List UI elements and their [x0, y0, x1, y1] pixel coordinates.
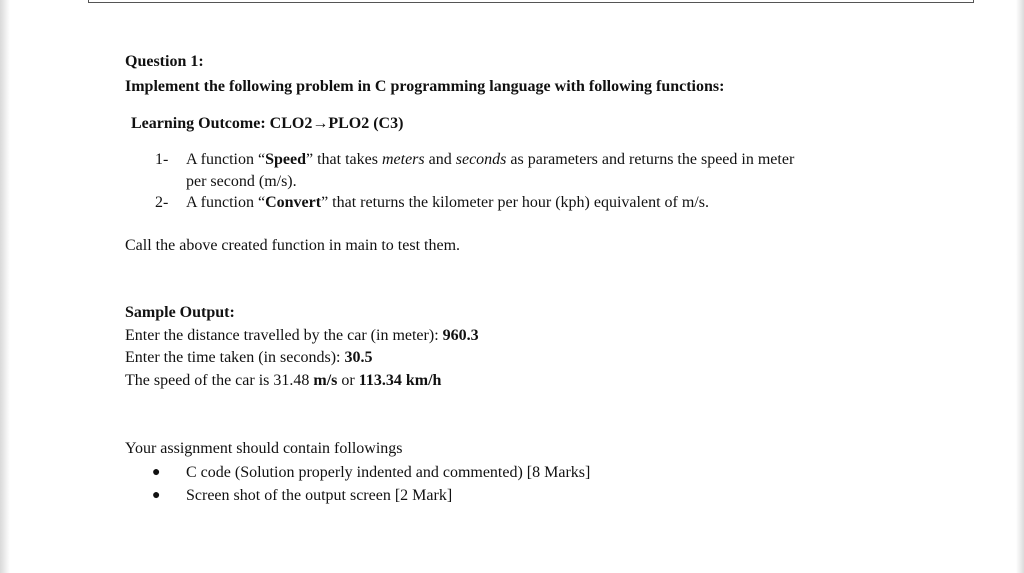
sample-line-speed-unit: m/s: [313, 372, 338, 389]
top-table-border: [88, 0, 974, 3]
task-1-continuation: per second (m/s).: [186, 173, 297, 190]
sample-line-time-value: 30.5: [344, 349, 373, 366]
sample-line-time-text: Enter the time taken (in seconds):: [125, 349, 345, 366]
task-1-prefix: A function “: [186, 151, 266, 168]
page-edge-shadow-right: [1016, 0, 1024, 573]
page-edge-shadow-left: [0, 0, 10, 573]
assignment-item-screenshot: Screen shot of the output screen [2 Mark]: [186, 487, 453, 504]
sample-line-speed: [125, 371, 441, 391]
assignment-intro: Your assignment should contain followings: [125, 440, 403, 457]
learning-outcome: Learning Outcome: CLO2→PLO2 (C3): [131, 115, 404, 132]
sample-line-speed-text: The speed of the car is 31.48: [125, 372, 314, 389]
sample-line-distance: [125, 326, 479, 346]
task-1-suffix: as parameters and returns the speed in meter: [506, 151, 795, 168]
bullet-icon: ●: [152, 488, 161, 503]
question-title: Question 1:: [125, 53, 204, 70]
question-intro: Implement the following problem in C programming language with following functions:: [125, 78, 725, 95]
task-1-param-meters: meters: [381, 151, 425, 168]
task-1-param-seconds: seconds: [455, 151, 507, 168]
sample-output-heading: Sample Output:: [125, 304, 235, 321]
task-2-text: [186, 193, 709, 213]
sample-line-distance-text: Enter the distance travelled by the car (in meter):: [125, 327, 443, 344]
task-2-suffix: ” that returns the kilometer per hour (kph) equivalent of m/s.: [321, 194, 709, 211]
task-1-function-name: Speed: [265, 151, 306, 168]
assignment-item-code: C code (Solution properly indented and commented) [8 Marks]: [186, 464, 591, 481]
task-1-number: 1-: [155, 151, 169, 168]
sample-line-time: [125, 348, 372, 368]
bullet-icon: ●: [152, 465, 161, 480]
task-2-number: 2-: [155, 194, 169, 211]
sample-line-speed-or: or: [337, 372, 359, 389]
sample-line-speed-kmh: 113.34 km/h: [358, 372, 442, 389]
task-1-text: [186, 150, 794, 170]
task-2-prefix: A function “: [186, 194, 266, 211]
sample-line-distance-value: 960.3: [442, 327, 479, 344]
task-2-function-name: Convert: [265, 194, 322, 211]
task-1-mid1: ” that takes: [306, 151, 382, 168]
call-note: Call the above created function in main to test them.: [125, 237, 461, 254]
task-1-mid2: and: [424, 151, 456, 168]
